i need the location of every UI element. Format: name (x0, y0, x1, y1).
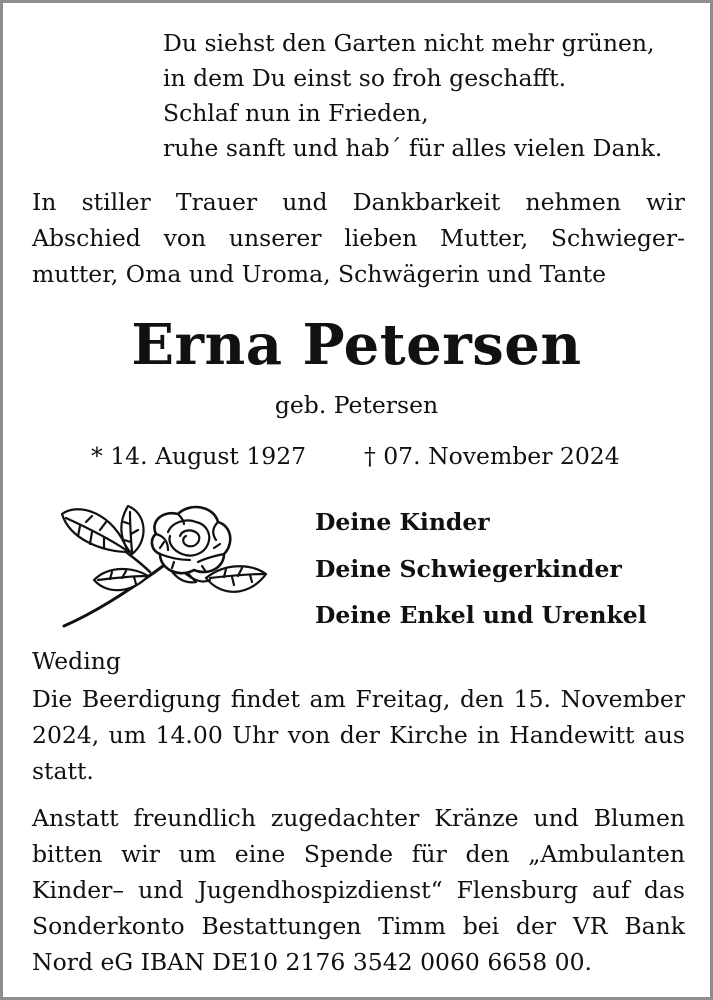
birth-name: geb. Petersen (274, 391, 439, 419)
mourner-line: Deine Kinder (315, 508, 490, 536)
location: Weding (32, 647, 121, 675)
donation-line: Nord eG IBAN DE10 2176 3542 0060 6658 00. (32, 948, 593, 976)
deceased-name: Erna Petersen (131, 312, 582, 378)
poem (163, 26, 662, 166)
birth-date: * 14. August 1927 (91, 442, 307, 470)
poem-line: in dem Du einst so froh geschafft. (163, 64, 567, 92)
death-date: † 07. November 2024 (364, 442, 620, 470)
rose-icon (56, 492, 270, 644)
mourner-line: Deine Enkel und Urenkel (315, 601, 647, 629)
funeral-line: Die Beerdigung findet am Freitag, den 15. November (32, 685, 685, 713)
donation-line: Sonderkonto Bestattungen Timm bei der VR Bank (32, 912, 685, 940)
intro-text (32, 184, 685, 292)
intro-line: Abschied von unserer lieben Mutter, Schwieger- (32, 224, 685, 252)
poem-line: Schlaf nun in Frieden, (163, 99, 429, 127)
intro-line: mutter, Oma und Uroma, Schwägerin und Tante (32, 260, 606, 288)
poem-line: Du siehst den Garten nicht mehr grünen, (163, 29, 655, 57)
funeral-info (32, 681, 685, 789)
donation-line: bitten wir um eine Spende für den „Ambulanten (32, 840, 685, 868)
donation-info (32, 800, 685, 980)
donation-line: Anstatt freundlich zugedachter Kränze und Blumen (32, 804, 685, 832)
funeral-line: statt. (32, 757, 94, 785)
funeral-line: 2024, um 14.00 Uhr von der Kirche in Handewitt aus (32, 721, 685, 749)
mourners-list (315, 502, 647, 642)
poem-line: ruhe sanft und hab´ für alles vielen Dank. (163, 134, 663, 162)
donation-line: Kinder– und Jugendhospizdienst“ Flensburg auf das (32, 876, 685, 904)
mourner-line: Deine Schwiegerkinder (315, 554, 622, 583)
intro-line: In stiller Trauer und Dankbarkeit nehmen wir (32, 188, 685, 216)
